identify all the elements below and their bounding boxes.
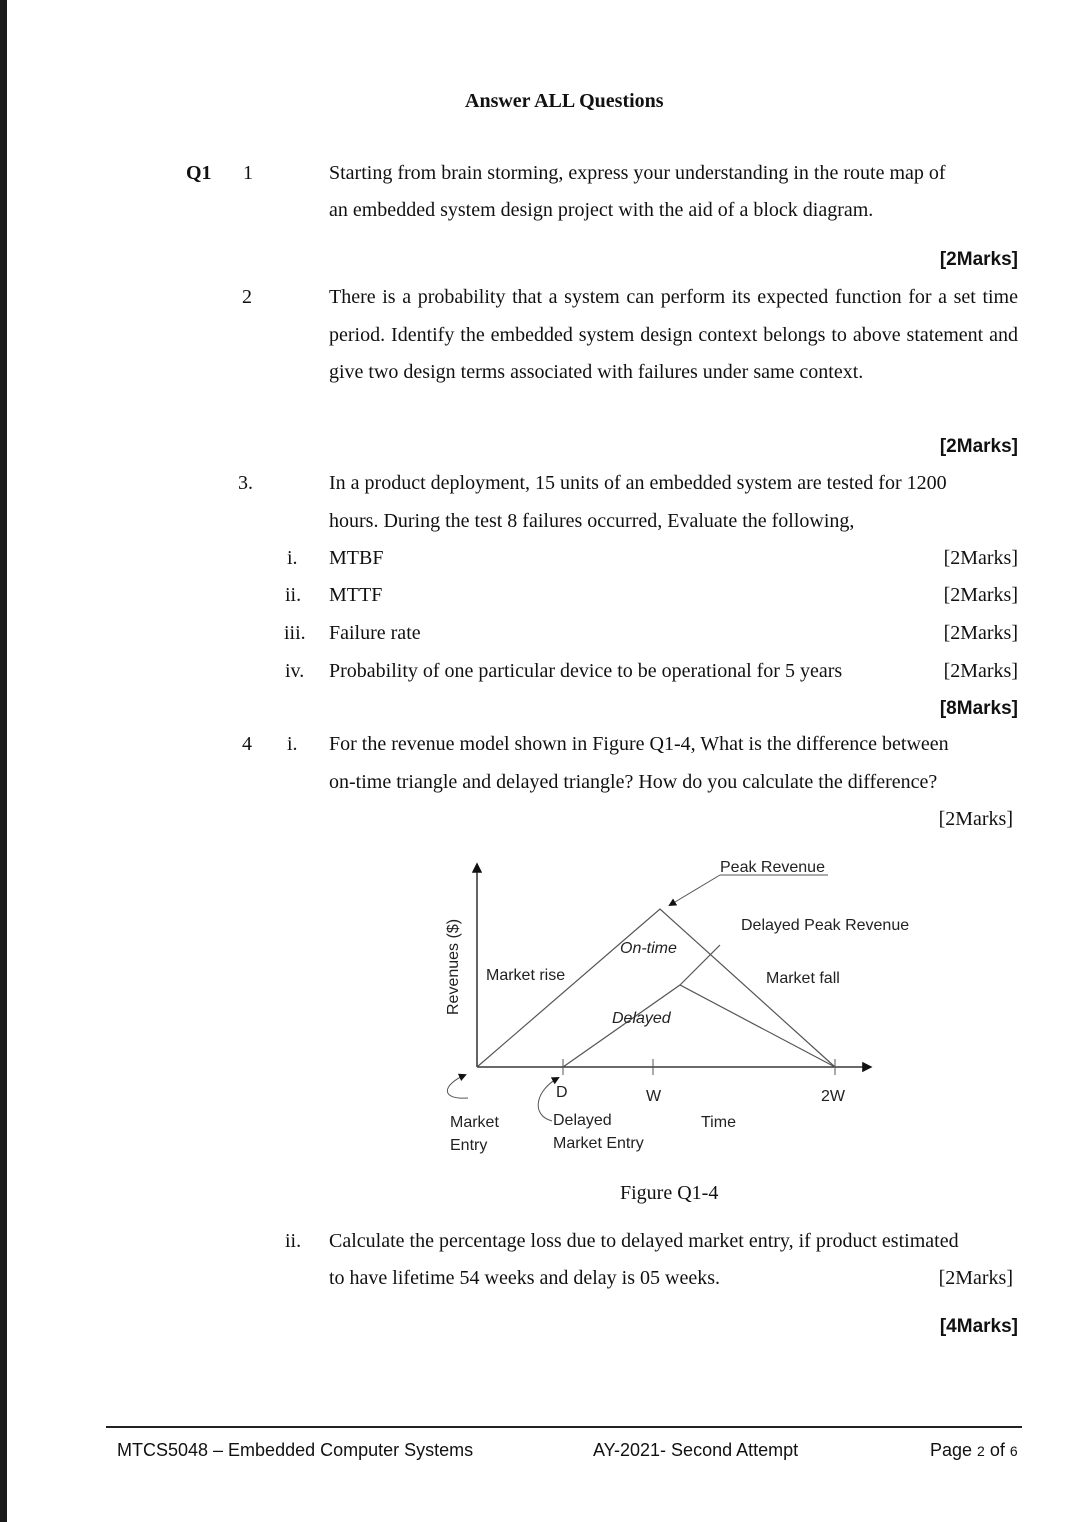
peak-revenue-label: Peak Revenue bbox=[720, 859, 825, 876]
item-number: ii. bbox=[285, 1230, 302, 1252]
question-text: to have lifetime 54 weeks and delay is 05 weeks. bbox=[329, 1267, 720, 1289]
question-text: Starting from brain storming, express your understanding in the route map of bbox=[329, 162, 946, 184]
delayed-triangle bbox=[563, 985, 835, 1067]
item-text: MTTF bbox=[329, 584, 383, 606]
time-axis-label: Time bbox=[701, 1114, 736, 1131]
tick-label-2w: 2W bbox=[821, 1088, 845, 1105]
footer-term: AY-2021- Second Attempt bbox=[593, 1440, 799, 1460]
question-text: on-time triangle and delayed triangle? How do you calculate the difference? bbox=[329, 771, 938, 793]
page-of: of bbox=[984, 1440, 1010, 1460]
scan-edge bbox=[0, 0, 7, 1522]
item-number: ii. bbox=[285, 584, 302, 606]
footer-page-number bbox=[930, 1440, 1018, 1461]
item-number: iv. bbox=[285, 660, 305, 682]
question-text: an embedded system design project with the aid of a block diagram. bbox=[329, 199, 874, 221]
delayed-label: Delayed bbox=[612, 1010, 671, 1027]
marks-label: [2Marks] bbox=[939, 436, 1018, 457]
part-number: 3. bbox=[238, 472, 253, 494]
question-text: There is a probability that a system can perform its expected function for a set time period. Identify the embedded system design context belongs to above statement and give two design terms associated with failures under same context. bbox=[329, 286, 1018, 383]
marks-label: [2Marks] bbox=[943, 547, 1018, 569]
part-number: 4 bbox=[242, 733, 252, 755]
page-current: 2 bbox=[977, 1443, 985, 1459]
part-number: 1 bbox=[243, 162, 253, 184]
marks-label: [2Marks] bbox=[943, 584, 1018, 606]
item-number: i. bbox=[287, 733, 298, 755]
part-number: 2 bbox=[242, 286, 252, 308]
question-text: hours. During the test 8 failures occurred, Evaluate the following, bbox=[329, 510, 855, 532]
marks-label: [2Marks] bbox=[943, 660, 1018, 682]
figure-caption: Figure Q1-4 bbox=[620, 1182, 719, 1204]
question-text: For the revenue model shown in Figure Q1-4, What is the difference between bbox=[329, 733, 949, 755]
delayed-peak-revenue-label: Delayed Peak Revenue bbox=[741, 917, 910, 934]
marks-label: [2Marks] bbox=[943, 622, 1018, 644]
page-prefix: Page bbox=[930, 1440, 978, 1460]
delayed-entry-label: Delayed bbox=[553, 1112, 612, 1129]
marks-label: [2Marks] bbox=[939, 249, 1018, 270]
market-entry-label: Market bbox=[450, 1114, 499, 1131]
item-text: Failure rate bbox=[329, 622, 421, 644]
item-number: iii. bbox=[284, 622, 306, 644]
footer-rule bbox=[106, 1426, 1022, 1428]
question-text: In a product deployment, 15 units of an embedded system are tested for 1200 bbox=[329, 472, 947, 494]
tick-label-w: W bbox=[646, 1088, 662, 1105]
question-label: Q1 bbox=[186, 162, 212, 184]
market-entry-label: Entry bbox=[450, 1137, 488, 1154]
revenue-model-figure bbox=[420, 845, 940, 1165]
delayed-entry-label: Market Entry bbox=[553, 1135, 644, 1152]
peak-pointer-arrow bbox=[670, 875, 720, 905]
item-text: Probability of one particular device to be operational for 5 years bbox=[329, 660, 843, 682]
page-total: 6 bbox=[1009, 1443, 1018, 1459]
y-axis-label: Revenues ($) bbox=[445, 918, 462, 1015]
marks-total: [4Marks] bbox=[939, 1316, 1018, 1337]
page-title: Answer ALL Questions bbox=[465, 90, 664, 112]
question-text: Calculate the percentage loss due to delayed market entry, if product estimated bbox=[329, 1230, 959, 1252]
on-time-label: On-time bbox=[620, 940, 677, 957]
marks-label: [2Marks] bbox=[938, 808, 1013, 830]
tick-label-d: D bbox=[556, 1084, 568, 1101]
delayed-peak-pointer bbox=[680, 945, 720, 985]
item-number: i. bbox=[287, 547, 298, 569]
item-text: MTBF bbox=[329, 547, 384, 569]
market-rise-label: Market rise bbox=[486, 967, 566, 984]
marks-label: [2Marks] bbox=[938, 1267, 1013, 1289]
footer-course: MTCS5048 – Embedded Computer Systems bbox=[117, 1440, 474, 1460]
market-entry-pointer bbox=[447, 1075, 468, 1098]
marks-total: [8Marks] bbox=[939, 698, 1018, 719]
market-fall-label: Market fall bbox=[766, 970, 840, 987]
